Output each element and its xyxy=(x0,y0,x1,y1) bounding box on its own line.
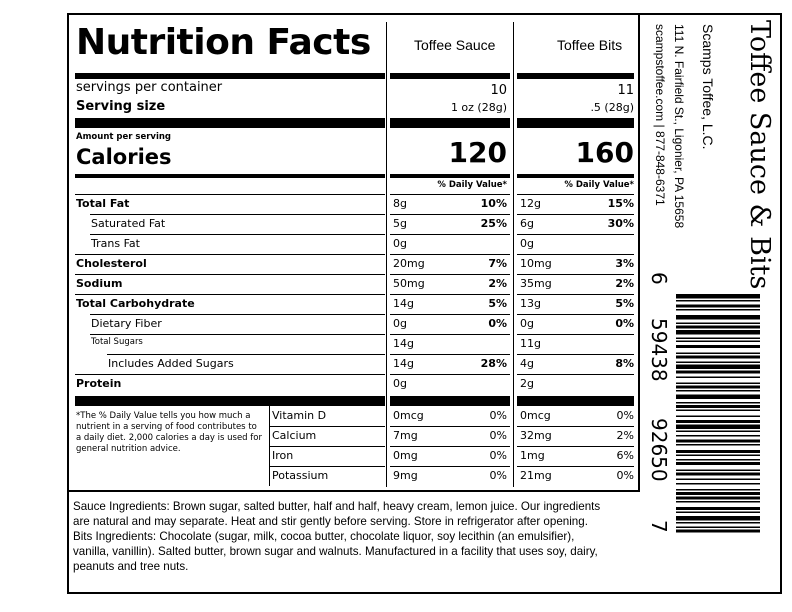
dv-header-sauce: % Daily Value* xyxy=(437,180,507,190)
vitamin-bar-sauce xyxy=(390,396,510,406)
nutrient-dv-bits: 15% xyxy=(607,197,634,210)
footnote-line: *The % Daily Value tells you how much a xyxy=(76,411,251,421)
nutrient-dv-bits: 0% xyxy=(615,317,634,330)
nutrient-label: Total Fat xyxy=(76,197,130,210)
vitamin-dv-sauce: 0% xyxy=(489,409,507,422)
nutrient-dv-sauce: 5% xyxy=(488,297,507,310)
vitamin-dv-bits: 2% xyxy=(616,429,634,442)
nutrient-dv-bits: 2% xyxy=(615,277,634,290)
row-divider xyxy=(390,446,510,447)
nutrient-amount-bits: 35mg xyxy=(520,277,552,290)
column-header-bits: Toffee Bits xyxy=(557,37,623,53)
ingredients-line: peanuts and tree nuts. xyxy=(73,560,189,573)
panel-bottom-border xyxy=(69,490,640,492)
nutrient-dv-sauce: 10% xyxy=(480,197,507,210)
row-divider xyxy=(390,214,510,215)
row-divider xyxy=(270,446,385,447)
column-divider-2 xyxy=(513,22,514,487)
dv-header-bits: % Daily Value* xyxy=(564,180,634,190)
calories-bits: 160 xyxy=(575,136,634,169)
vitamin-amount-sauce: 9mg xyxy=(393,469,418,482)
nutrient-amount-bits: 13g xyxy=(520,297,541,310)
row-divider xyxy=(517,274,634,275)
row-divider xyxy=(517,254,634,255)
servings-bar-sauce xyxy=(390,118,510,128)
row-divider xyxy=(75,254,385,255)
serving-size-bits: .5 (28g) xyxy=(590,101,634,114)
nutrient-dv-bits: 5% xyxy=(615,297,634,310)
nutrient-amount-bits: 2g xyxy=(520,377,534,390)
ingredients-line: are natural and may separate. Heat and stir gently before serving. Store in refrigerator after opening. xyxy=(73,515,588,528)
nutrient-label: Dietary Fiber xyxy=(91,317,162,330)
row-divider xyxy=(517,446,634,447)
row-divider xyxy=(107,354,385,355)
barcode-bar xyxy=(676,294,760,299)
barcode-bar xyxy=(676,402,760,404)
barcode-bar xyxy=(676,420,760,423)
barcode-bar xyxy=(676,497,760,500)
row-divider xyxy=(390,194,510,195)
barcode-bar xyxy=(676,444,760,446)
calories-bar-bits xyxy=(517,174,634,178)
barcode-bar xyxy=(676,390,760,392)
barcode-digit: 7 xyxy=(647,520,671,533)
calories-bar-sauce xyxy=(390,174,510,178)
nutrient-dv-sauce: 2% xyxy=(488,277,507,290)
nutrient-amount-sauce: 14g xyxy=(393,337,414,350)
barcode-bar xyxy=(676,416,760,418)
vitamin-label: Vitamin D xyxy=(272,409,327,422)
vitamin-dv-sauce: 0% xyxy=(489,449,507,462)
vitamin-dv-sauce: 0% xyxy=(489,429,507,442)
footnote-line: general nutrition advice. xyxy=(76,444,181,454)
nutrient-amount-bits: 4g xyxy=(520,357,534,370)
vitamin-bar-left xyxy=(75,396,385,406)
servings-bar-bits xyxy=(517,118,634,128)
nutrient-amount-bits: 6g xyxy=(520,217,534,230)
serving-size-sauce: 1 oz (28g) xyxy=(450,101,507,114)
nutrient-amount-sauce: 0g xyxy=(393,317,407,330)
nutrient-label: Trans Fat xyxy=(91,237,140,250)
row-divider xyxy=(390,374,510,375)
row-divider xyxy=(75,294,385,295)
ingredients-line: Sauce Ingredients: Brown sugar, salted butter, half and half, heavy cream, lemon juice. Our ingredients xyxy=(73,500,601,513)
nutrient-label: Cholesterol xyxy=(76,257,147,270)
barcode-bar xyxy=(676,459,760,461)
footnote-line: nutrient in a serving of food contributes to xyxy=(76,422,257,432)
barcode-bar xyxy=(676,365,760,370)
nutrient-dv-bits: 8% xyxy=(615,357,634,370)
row-divider xyxy=(517,426,634,427)
barcode-bar xyxy=(676,516,760,521)
barcode-bar xyxy=(676,470,760,472)
row-divider xyxy=(390,334,510,335)
barcode-bar xyxy=(676,483,760,485)
row-divider xyxy=(90,314,385,315)
barcode-bar xyxy=(676,431,760,433)
row-divider xyxy=(90,234,385,235)
vitamin-dv-bits: 0% xyxy=(616,409,634,422)
row-divider xyxy=(390,254,510,255)
nutrient-label: Total Sugars xyxy=(91,337,143,347)
nutrient-dv-bits: 30% xyxy=(607,217,634,230)
barcode-bar xyxy=(676,507,760,510)
vitamin-label: Calcium xyxy=(272,429,317,442)
amount-per-serving: Amount per serving xyxy=(76,132,172,142)
row-divider xyxy=(390,274,510,275)
company-address: 111 N. Fairfield St., Ligonier, PA 15658 xyxy=(672,24,686,229)
barcode-digits: 92650 xyxy=(647,418,671,482)
servings-label: servings per container xyxy=(76,80,223,95)
calories-label: Calories xyxy=(76,145,172,169)
row-divider xyxy=(90,214,385,215)
nutrient-dv-sauce: 25% xyxy=(480,217,507,230)
vitamin-amount-bits: 1mg xyxy=(520,449,545,462)
nutrient-amount-sauce: 14g xyxy=(393,357,414,370)
barcode-bar xyxy=(676,492,760,495)
company-website-phone: scampstoffee.com | 877-848-6371 xyxy=(653,24,667,206)
nutrient-label: Protein xyxy=(76,377,122,390)
barcode-bar xyxy=(676,345,760,348)
nutrient-dv-bits: 3% xyxy=(615,257,634,270)
nutrient-amount-sauce: 0g xyxy=(393,377,407,390)
row-divider xyxy=(517,374,634,375)
row-divider xyxy=(390,354,510,355)
nutrient-label: Sodium xyxy=(76,277,123,290)
row-divider xyxy=(517,234,634,235)
barcode-bar xyxy=(676,450,760,453)
row-divider xyxy=(517,334,634,335)
barcode-bar xyxy=(676,405,760,408)
barcode-bar xyxy=(676,309,760,311)
row-divider xyxy=(270,466,385,467)
nutrient-dv-sauce: 7% xyxy=(488,257,507,270)
nutrient-label: Total Carbohydrate xyxy=(76,297,195,310)
barcode-bars xyxy=(676,290,766,590)
barcode-digits: 59438 xyxy=(647,318,671,382)
barcode-bar xyxy=(676,371,760,374)
nutrient-label: Saturated Fat xyxy=(91,217,166,230)
barcode-bar xyxy=(676,300,760,302)
vitamin-dv-bits: 6% xyxy=(616,449,634,462)
vitamin-dv-bits: 0% xyxy=(616,469,634,482)
nutrient-amount-bits: 12g xyxy=(520,197,541,210)
servings-bits: 11 xyxy=(617,83,634,98)
panel-right-border xyxy=(638,15,640,491)
vitamin-label: Iron xyxy=(272,449,294,462)
barcode-bar xyxy=(676,512,760,514)
barcode-bar xyxy=(676,305,760,308)
ingredients-line: Bits Ingredients: Chocolate (sugar, milk, cocoa butter, chocolate liquor, soy lecithin (an emulsifier), xyxy=(73,530,575,543)
serving-size-label: Serving size xyxy=(76,99,166,114)
nutrient-amount-sauce: 20mg xyxy=(393,257,425,270)
barcode-bar xyxy=(676,377,760,379)
nutrient-amount-bits: 0g xyxy=(520,317,534,330)
row-divider xyxy=(75,274,385,275)
nutrient-amount-sauce: 0g xyxy=(393,237,407,250)
vitamin-amount-bits: 32mg xyxy=(520,429,552,442)
barcode-bar xyxy=(676,353,760,355)
barcode-bar xyxy=(676,338,760,340)
nutrient-label: Includes Added Sugars xyxy=(108,357,234,370)
barcode-bar xyxy=(676,489,760,491)
row-divider xyxy=(75,374,385,375)
barcode-bar xyxy=(676,522,760,524)
nutrient-amount-sauce: 8g xyxy=(393,197,407,210)
barcode-bar xyxy=(676,435,760,437)
barcode-bar xyxy=(676,323,760,325)
row-divider xyxy=(517,294,634,295)
barcode-bar xyxy=(676,315,760,320)
row-divider xyxy=(390,426,510,427)
row-divider xyxy=(517,354,634,355)
barcode-bar xyxy=(676,440,760,443)
barcode-bar xyxy=(676,527,760,529)
header-bar-bits xyxy=(517,73,634,79)
calories-bar-left xyxy=(75,174,385,178)
company-name: Scamps Toffee, L.C. xyxy=(700,24,716,150)
vitamin-bar-bits xyxy=(517,396,634,406)
vitamin-amount-bits: 21mg xyxy=(520,469,552,482)
row-divider xyxy=(517,194,634,195)
nutrient-amount-sauce: 5g xyxy=(393,217,407,230)
product-name: Toffee Sauce & Bits xyxy=(744,20,775,290)
row-divider xyxy=(390,314,510,315)
row-divider xyxy=(75,194,385,195)
vitamin-dv-sauce: 0% xyxy=(489,469,507,482)
nutrient-amount-bits: 11g xyxy=(520,337,541,350)
row-divider xyxy=(90,334,385,335)
barcode-bar xyxy=(676,386,760,389)
barcode-bar xyxy=(676,356,760,359)
row-divider xyxy=(517,466,634,467)
nutrient-amount-bits: 0g xyxy=(520,237,534,250)
row-divider xyxy=(270,426,385,427)
barcode-bar xyxy=(676,455,760,457)
footnote-line: a daily diet. 2,000 calories a day is used for xyxy=(76,433,262,443)
servings-sauce: 10 xyxy=(490,83,507,98)
nutrition-facts-title: Nutrition Facts xyxy=(76,22,371,63)
barcode-bar xyxy=(676,362,760,364)
barcode-digit: 6 xyxy=(647,272,671,285)
barcode-bar xyxy=(676,501,760,503)
row-divider xyxy=(517,314,634,315)
barcode-bar xyxy=(676,530,760,533)
ingredients-text xyxy=(73,499,633,574)
vitamin-amount-sauce: 0mcg xyxy=(393,409,424,422)
nutrient-dv-sauce: 0% xyxy=(488,317,507,330)
vitamin-label: Potassium xyxy=(272,469,329,482)
barcode-bar xyxy=(676,462,760,465)
column-header-sauce: Toffee Sauce xyxy=(414,37,496,53)
nutrient-amount-sauce: 50mg xyxy=(393,277,425,290)
servings-bar-left xyxy=(75,118,385,128)
barcode-bar xyxy=(676,473,760,476)
row-divider xyxy=(517,214,634,215)
nutrient-amount-sauce: 14g xyxy=(393,297,414,310)
row-divider xyxy=(390,294,510,295)
barcode-bar xyxy=(676,395,760,400)
barcode-bar xyxy=(676,425,760,430)
header-bar-sauce xyxy=(390,73,510,79)
barcode-bar xyxy=(676,479,760,481)
ingredients-line: vanilla, vanillin). Salted butter, brown sugar and walnuts. Manufactured in a facility that uses soy, dairy, xyxy=(73,545,598,558)
header-bar-left xyxy=(75,73,385,79)
daily-value-footnote xyxy=(76,411,266,455)
nutrient-dv-sauce: 28% xyxy=(480,357,507,370)
calories-sauce: 120 xyxy=(448,136,507,169)
vitamin-amount-sauce: 0mg xyxy=(393,449,418,462)
barcode-bar xyxy=(676,383,760,385)
barcode-bar xyxy=(676,330,760,335)
vitamin-amount-sauce: 7mg xyxy=(393,429,418,442)
barcode-bar xyxy=(676,410,760,412)
row-divider xyxy=(390,234,510,235)
vitamin-footnote-divider xyxy=(269,406,270,486)
vitamin-amount-bits: 0mcg xyxy=(520,409,551,422)
row-divider xyxy=(390,466,510,467)
column-divider-1 xyxy=(386,22,387,487)
barcode-bar xyxy=(676,341,760,343)
barcode-bar xyxy=(676,326,760,329)
nutrient-amount-bits: 10mg xyxy=(520,257,552,270)
